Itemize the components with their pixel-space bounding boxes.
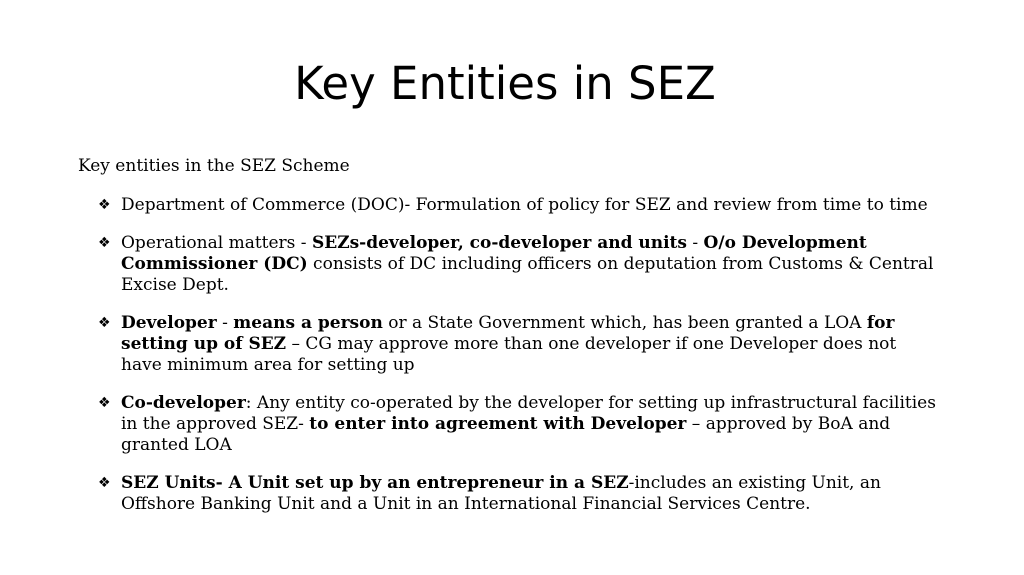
bullet-text-bold: to enter into agreement with Developer xyxy=(309,414,687,434)
slide-subtitle: Key entities in the SEZ Scheme xyxy=(78,156,350,176)
bullet-text xyxy=(121,473,938,515)
bullet-item-co-developer xyxy=(98,393,938,456)
bullet-text-part: – CG may approve more than one developer if one Developer does not have minimum area for setting up xyxy=(121,334,897,375)
bullet-text-part: -includes an existing Unit, an Offshore Banking Unit and a Unit in an International Financial Services Centre. xyxy=(121,473,881,514)
bullet-text-part: consists of DC including officers on deputation from Customs & Central Excise Dept. xyxy=(121,254,934,295)
bullet-text-bold: Developer xyxy=(121,313,217,333)
diamond-bullet-icon: ❖ xyxy=(98,395,111,411)
diamond-bullet-icon: ❖ xyxy=(98,315,111,331)
bullet-item-developer xyxy=(98,313,938,376)
bullet-text xyxy=(121,233,938,296)
bullet-text-part: : Any entity co-operated by the developer for setting up infrastructural facilities in the approved SEZ- xyxy=(121,393,936,434)
bullet-item-doc xyxy=(98,195,938,216)
bullet-text-bold: means a person xyxy=(233,313,383,333)
bullet-text-bold: for setting up of SEZ xyxy=(121,313,895,354)
bullet-text-bold: O/o Development Commissioner (DC) xyxy=(121,233,867,274)
bullet-item-operational-matters xyxy=(98,233,938,296)
diamond-bullet-icon: ❖ xyxy=(98,475,111,491)
bullet-text xyxy=(121,393,938,456)
bullet-text-bold: SEZs-developer, co-developer and units xyxy=(311,233,687,253)
bullet-item-sez-units xyxy=(98,473,938,515)
bullet-text-part: Department of Commerce (DOC)- Formulation of policy for SEZ and review from time to time xyxy=(121,195,928,215)
bullet-text-bold: SEZ Units- A Unit set up by an entrepreneur in a SEZ xyxy=(121,473,629,493)
diamond-bullet-icon: ❖ xyxy=(98,235,111,251)
bullet-text-part: Operational matters - xyxy=(121,233,312,253)
bullet-text-part: - xyxy=(216,313,234,333)
bullet-text-bold: Co-developer xyxy=(121,393,246,413)
bullet-text xyxy=(121,195,938,216)
diamond-bullet-icon: ❖ xyxy=(98,197,111,213)
bullet-text-part: – approved by BoA and granted LOA xyxy=(121,414,891,455)
bullet-text-part: - xyxy=(686,233,704,253)
bullet-text xyxy=(121,313,938,376)
slide-title: Key Entities in SEZ xyxy=(294,57,716,110)
bullet-text-part: or a State Government which, has been granted a LOA xyxy=(382,313,867,333)
